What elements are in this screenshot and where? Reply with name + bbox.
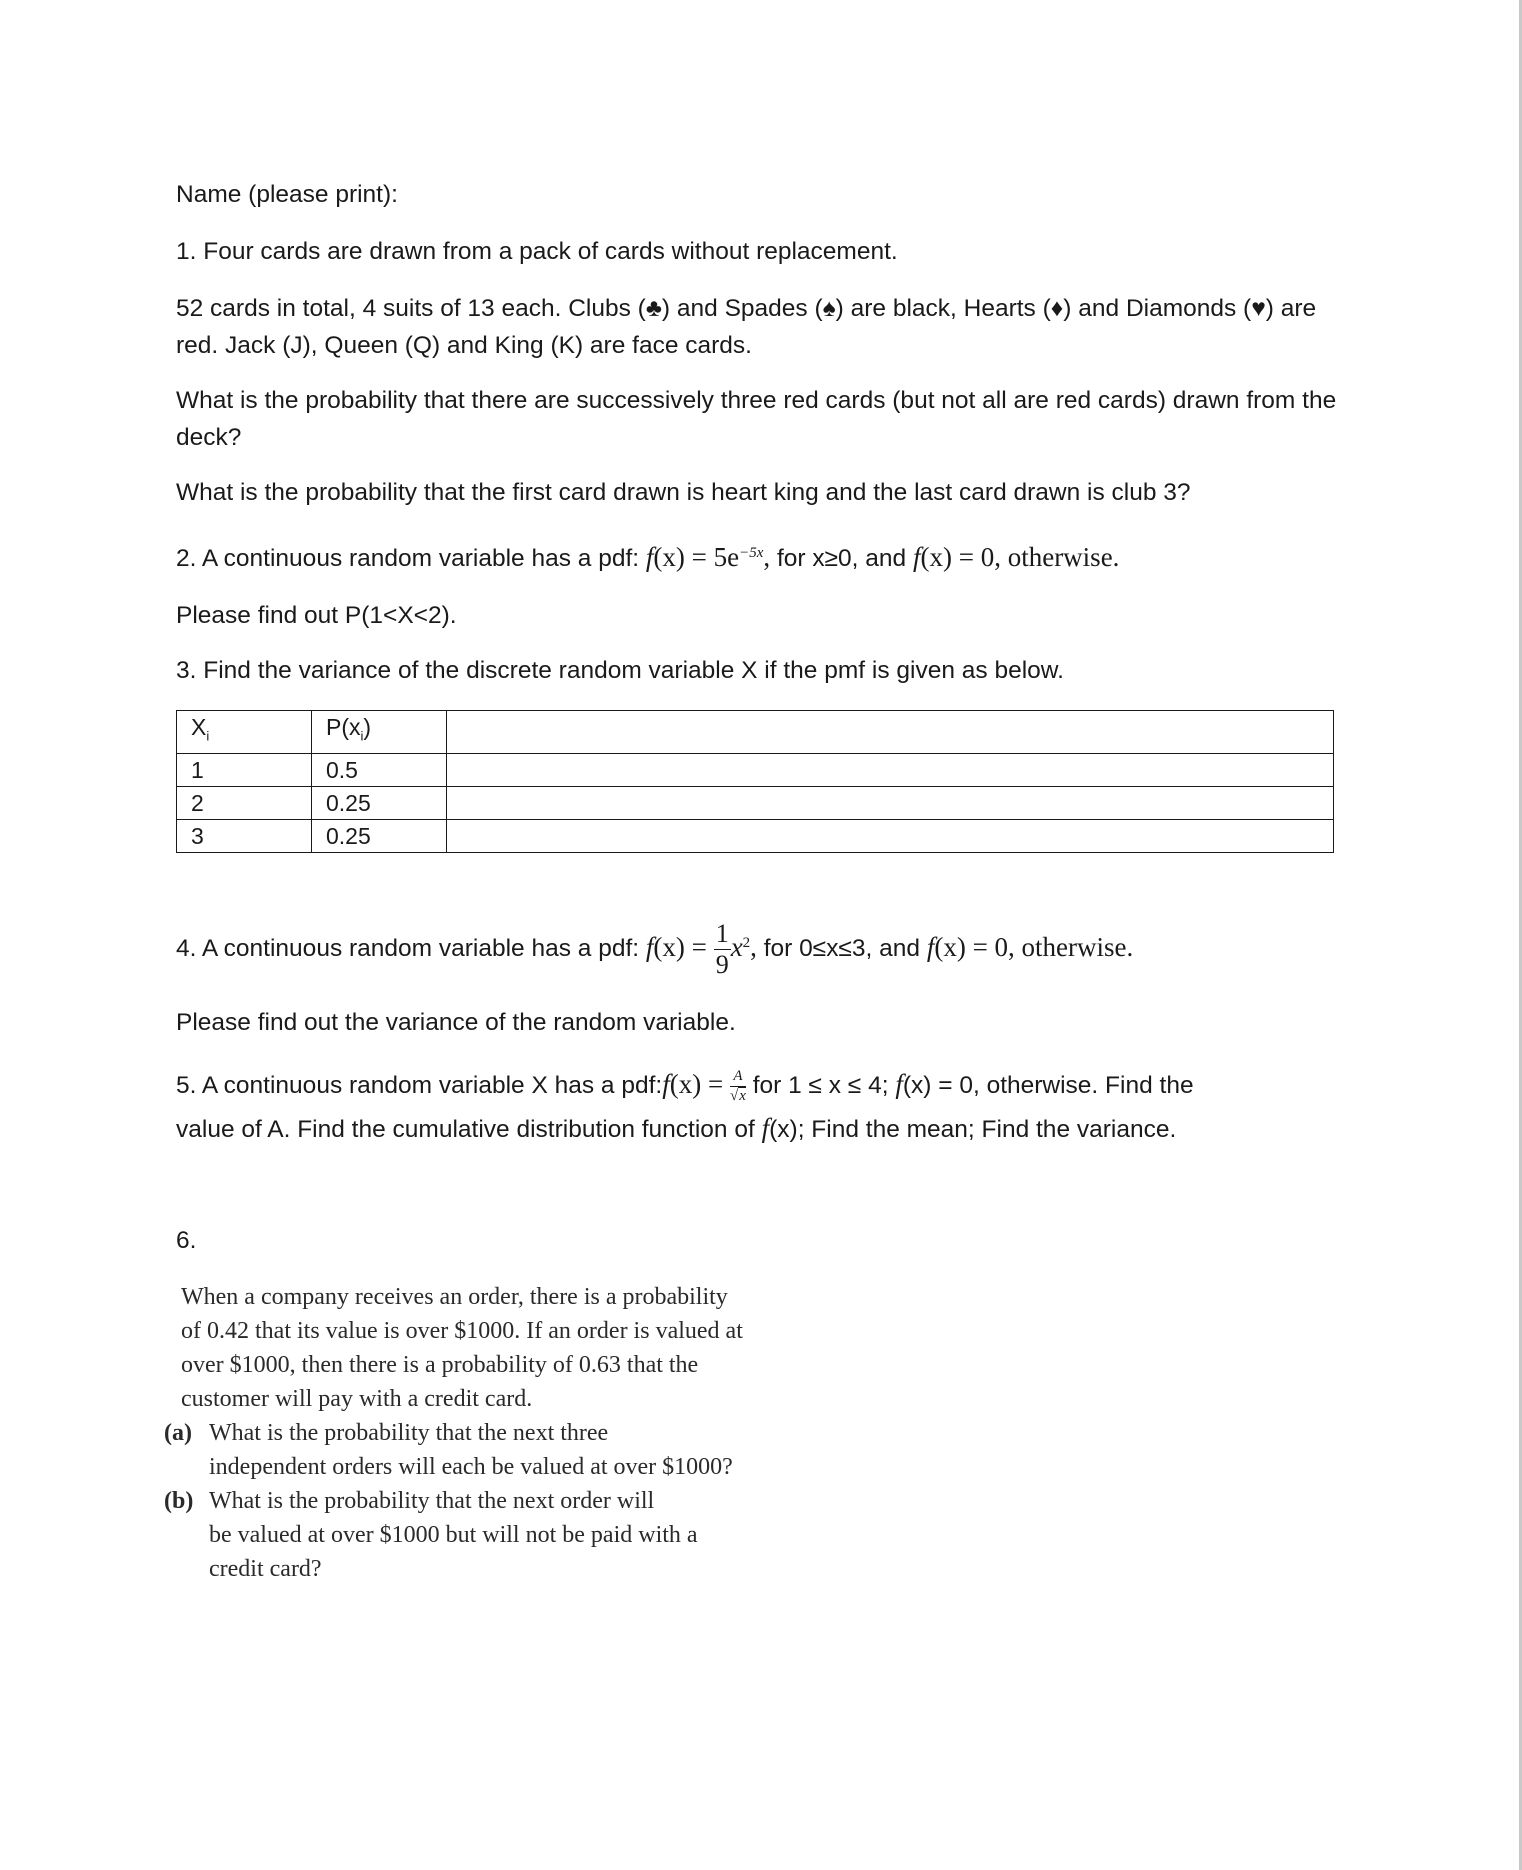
heart-icon: ♥ bbox=[1251, 295, 1266, 322]
name-label: Name (please print): bbox=[176, 181, 398, 208]
q5-f: f bbox=[662, 1069, 670, 1099]
table-row bbox=[177, 819, 1334, 852]
q5-line2-text: value of A. Find the cumulative distribution function of bbox=[176, 1116, 762, 1143]
q6-part-b-line: credit card? bbox=[209, 1556, 322, 1582]
q5-intro: 5. A continuous random variable X has a pdf: bbox=[176, 1072, 663, 1099]
q6-line: over $1000, then there is a probability of 0.63 that the bbox=[181, 1352, 699, 1378]
q2-f-arg: (x) = 5e bbox=[653, 542, 740, 573]
q4-f2-rest: (x) = 0, otherwise. bbox=[934, 932, 1134, 963]
q1-context-text: ) and Diamonds ( bbox=[1063, 295, 1252, 322]
table-cell-x: 1 bbox=[177, 753, 312, 786]
q4-f-eq: (x) = bbox=[653, 932, 707, 963]
q4-condition: for 0≤x≤3, and bbox=[763, 935, 927, 963]
q5-fraction bbox=[730, 1069, 746, 1104]
q1-context-text: ) are red. Jack (J), Queen (Q) and King (K) are face cards. bbox=[176, 295, 1317, 359]
q6-part-a-label: (a) bbox=[164, 1420, 192, 1446]
q2-f2: f bbox=[912, 542, 921, 573]
sqrt-icon: √ bbox=[729, 1088, 739, 1105]
q1-context bbox=[176, 290, 1351, 364]
q4-f2: f bbox=[926, 932, 935, 963]
q2-f-exponent: −5x bbox=[739, 545, 764, 561]
q6-line: customer will pay with a credit card. bbox=[181, 1386, 533, 1412]
q5-line2-rest: (x); Find the mean; Find the variance. bbox=[769, 1116, 1177, 1143]
q4-fraction bbox=[714, 921, 731, 978]
q6-line: When a company receives an order, there is a probability bbox=[181, 1284, 728, 1310]
q4-x-exponent: 2 bbox=[742, 935, 751, 951]
q6-line: of 0.42 that its value is over $1000. If an order is valued at bbox=[181, 1318, 743, 1344]
q2-f2-rest: (x) = 0, otherwise. bbox=[920, 542, 1120, 573]
table-cell-empty bbox=[447, 753, 1334, 786]
q6-part-a bbox=[164, 1416, 801, 1484]
q5-frac-den bbox=[730, 1087, 746, 1104]
q4-ask: Please find out the variance of the random variable. bbox=[176, 1009, 736, 1036]
table-cell-empty bbox=[447, 711, 1334, 754]
clubs-icon: ♣ bbox=[645, 295, 662, 322]
table-cell-x: 2 bbox=[177, 786, 312, 819]
q5-line2-f: f bbox=[761, 1113, 770, 1143]
q5-f2: f bbox=[895, 1069, 903, 1099]
q4-x: x bbox=[730, 932, 743, 963]
q6-part-b-label: (b) bbox=[164, 1488, 194, 1514]
q4-intro: 4. A continuous random variable has a pdf: bbox=[176, 935, 646, 963]
q6-number: 6. bbox=[176, 1227, 197, 1254]
q6-textbook-excerpt bbox=[164, 1280, 801, 1586]
q1-context-text: ) and Spades ( bbox=[661, 295, 823, 322]
table-header-x: $X_i$ bbox=[177, 711, 312, 754]
table-cell-x: 3 bbox=[177, 819, 312, 852]
q2-comma: , bbox=[763, 542, 771, 573]
q2-condition: for x≥0, and bbox=[776, 545, 913, 573]
q3-title: 3. Find the variance of the discrete random variable X if the pmf is given as below. bbox=[176, 657, 1064, 684]
q6-part-a-line: What is the probability that the next three bbox=[209, 1420, 609, 1446]
q6-part-a-line: independent orders will each be valued at over $1000? bbox=[209, 1454, 733, 1480]
q6-part-b bbox=[164, 1484, 801, 1586]
q1-part-b: What is the probability that the first card drawn is heart king and the last card drawn is club 3? bbox=[176, 479, 1191, 506]
q2-statement bbox=[176, 535, 1346, 577]
q5-f-eq: (x) = bbox=[669, 1069, 730, 1099]
table-header-p: $P(x_i)$ bbox=[312, 711, 447, 754]
q2-ask: Please find out P(1<X<2). bbox=[176, 602, 457, 629]
diamond-icon: ♦ bbox=[1050, 295, 1064, 322]
q5-frac-num: A bbox=[730, 1069, 746, 1087]
table-cell-empty bbox=[447, 819, 1334, 852]
q4-comma: , bbox=[750, 932, 757, 963]
q2-intro: 2. A continuous random variable has a pdf: bbox=[176, 545, 646, 573]
q1-context-text: 52 cards in total, 4 suits of 13 each. Clubs ( bbox=[176, 295, 646, 322]
q5-line1 bbox=[176, 1058, 1346, 1112]
table-header-row bbox=[177, 711, 1334, 754]
q1-title: 1. Four cards are drawn from a pack of cards without replacement. bbox=[176, 238, 898, 265]
q1-context-text: ) are black, Hearts ( bbox=[835, 295, 1051, 322]
spades-icon: ♠ bbox=[822, 295, 836, 322]
table-cell-p: 0.5 bbox=[312, 753, 447, 786]
q1-part-a: What is the probability that there are successively three red cards (but not all are red cards) drawn from the deck? bbox=[176, 387, 1337, 451]
q5-condition: for 1 ≤ x ≤ 4; bbox=[752, 1072, 896, 1099]
q6-part-b-line: be valued at over $1000 but will not be paid with a bbox=[209, 1522, 698, 1548]
pmf-table bbox=[176, 710, 1334, 853]
q6-part-b-line: What is the probability that the next order will bbox=[209, 1488, 655, 1514]
q4-frac-num: 1 bbox=[715, 919, 729, 949]
q4-f: f bbox=[645, 932, 654, 963]
q4-statement bbox=[176, 906, 1346, 986]
table-row bbox=[177, 753, 1334, 786]
q5-sqrt-var: x bbox=[739, 1088, 746, 1105]
table-row bbox=[177, 786, 1334, 819]
q2-f: f bbox=[645, 542, 654, 573]
q4-frac-den: 9 bbox=[715, 950, 729, 980]
table-cell-p: 0.25 bbox=[312, 786, 447, 819]
q5-f2-rest: (x) = 0, otherwise. Find the bbox=[902, 1072, 1194, 1099]
table-cell-p: 0.25 bbox=[312, 819, 447, 852]
q5-line2 bbox=[176, 1110, 1346, 1148]
table-cell-empty bbox=[447, 786, 1334, 819]
